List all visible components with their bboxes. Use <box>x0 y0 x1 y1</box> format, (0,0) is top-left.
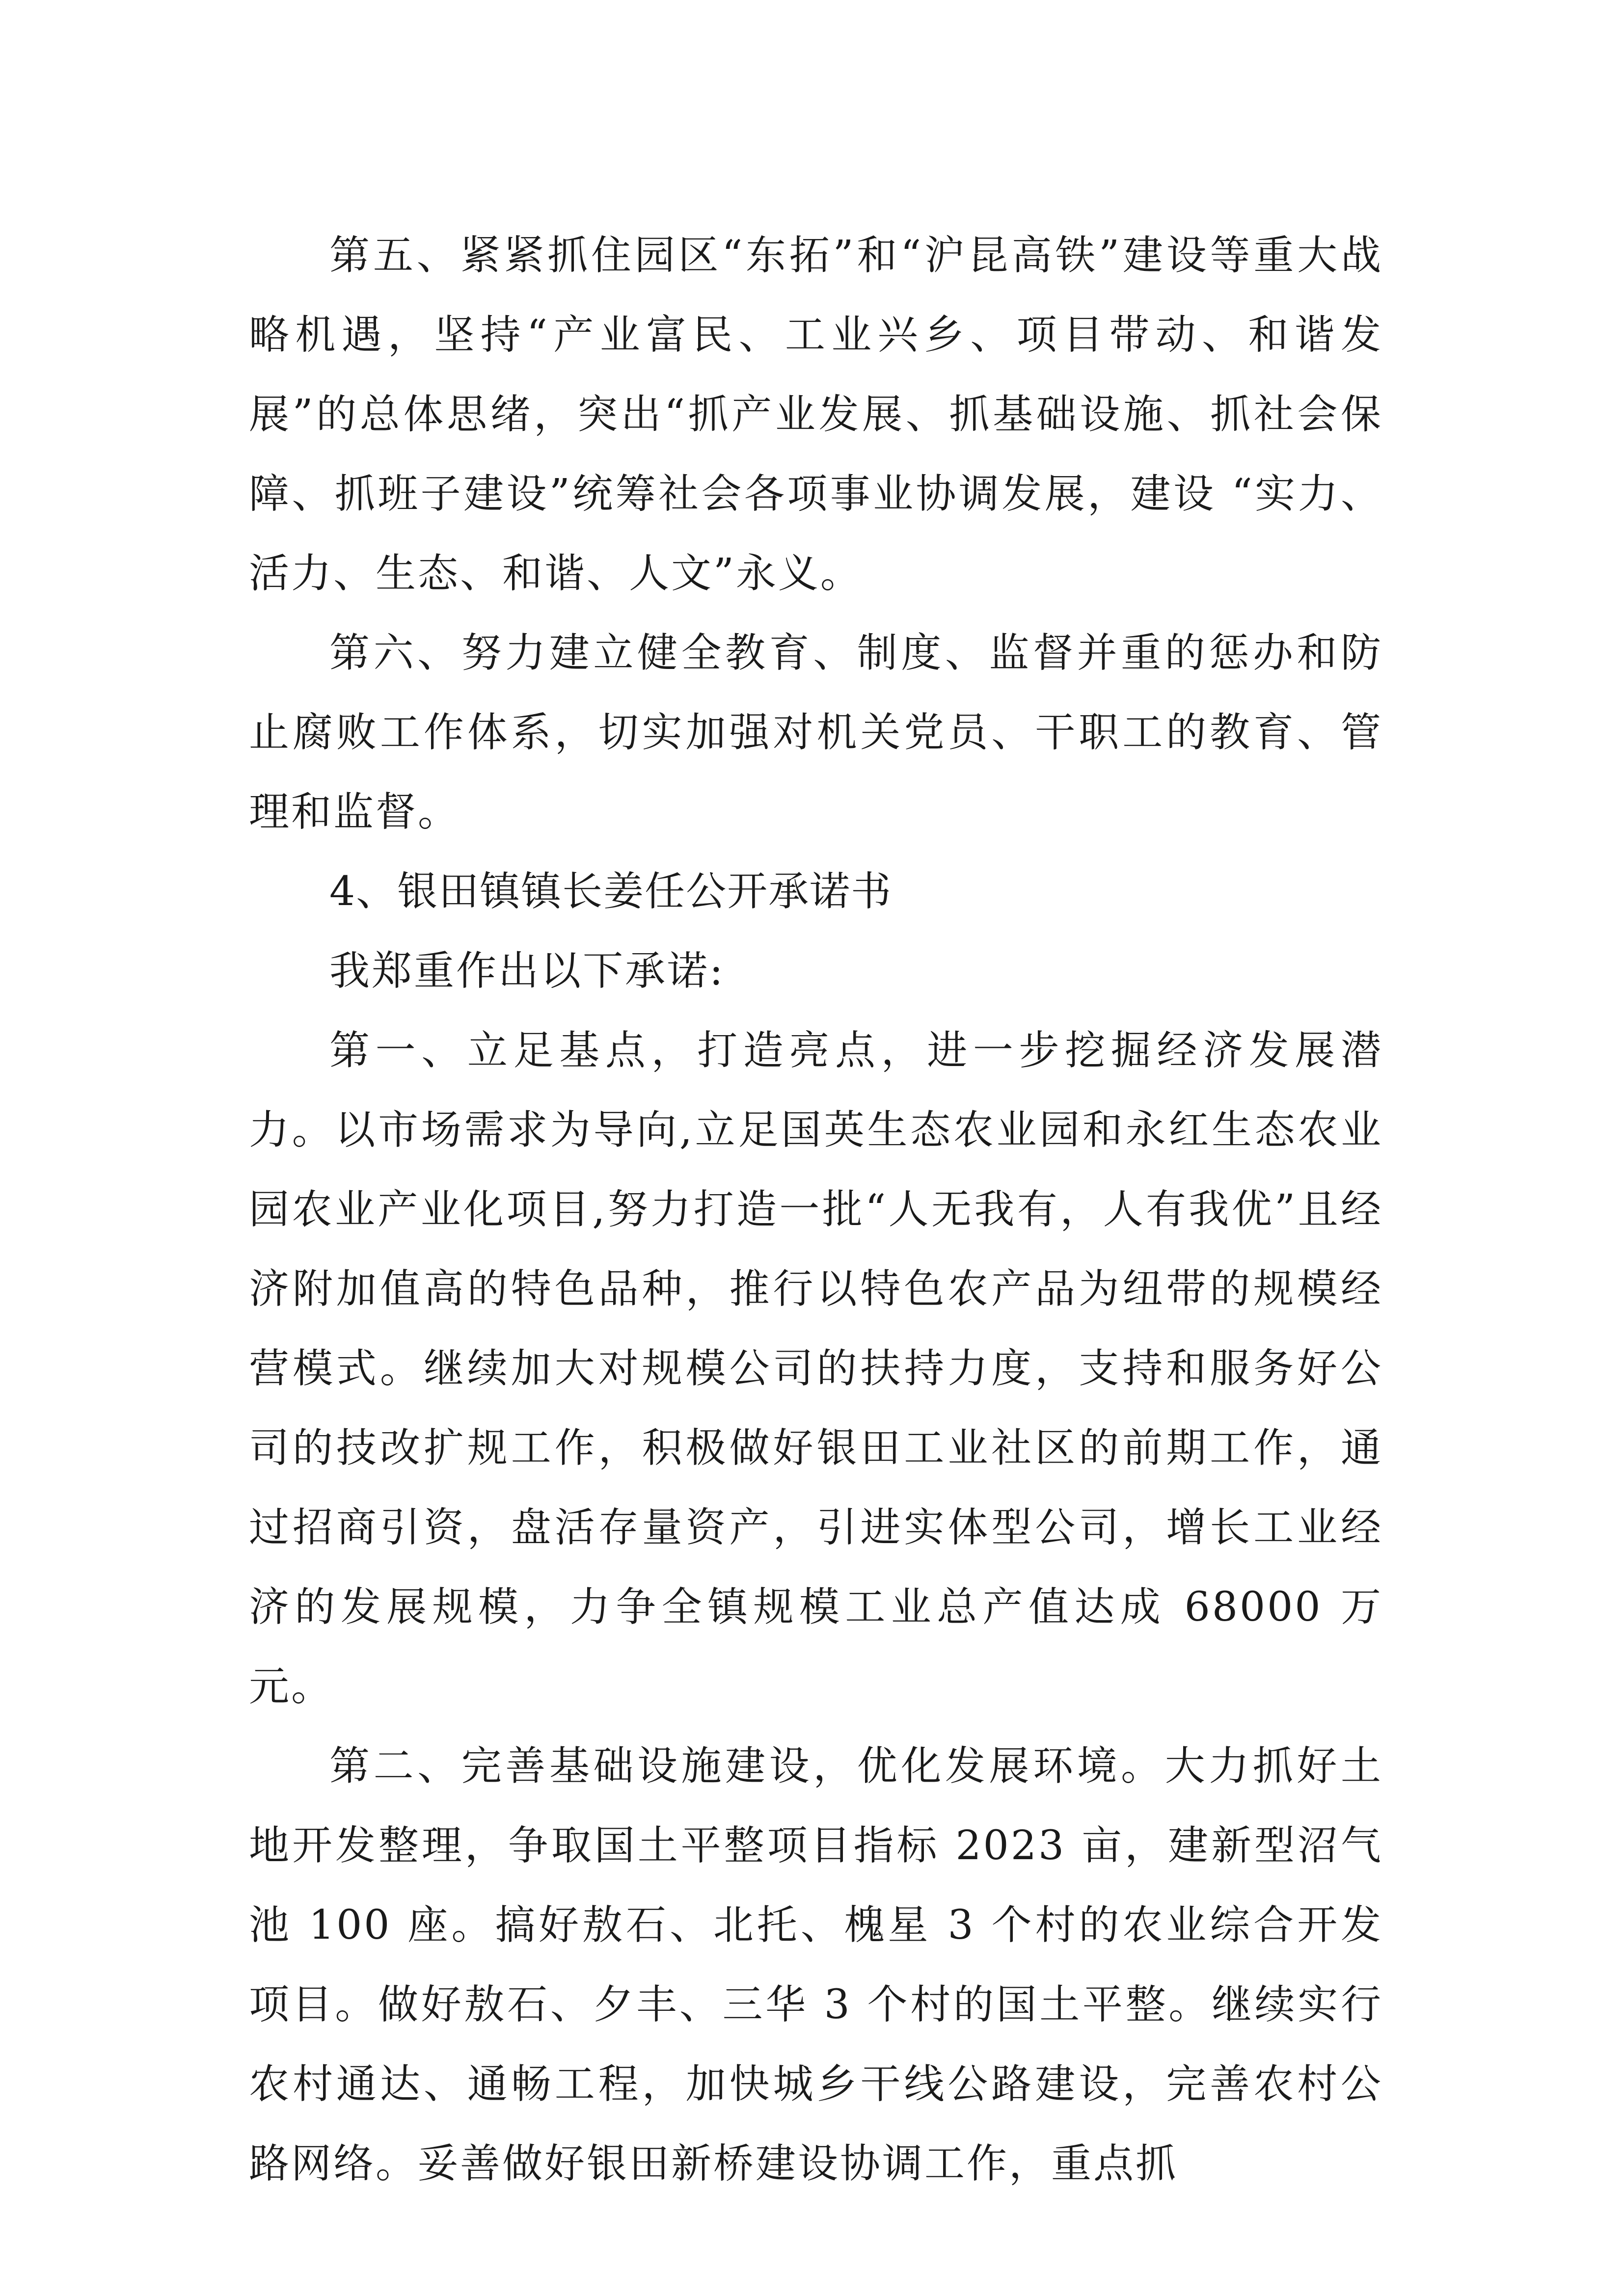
section-heading: 4、银田镇镇长姜任公开承诺书 <box>329 868 893 915</box>
paragraph-sixth-commitment: 第六、努力建立健全教育、制度、监督并重的惩办和防止腐败工作体系，切实加强对机关党员、干职工的教育、管理和监督。 <box>249 630 1383 835</box>
paragraph-pledge-intro: 我郑重作出以下承诺: <box>329 948 725 994</box>
paragraph-first-commitment: 第一、立足基点，打造亮点，进一步挖掘经济发展潜力。以市场需求为导向,立足国英生态农业园和永红生态农业园农业产业化项目,努力打造一批“人无我有，人有我优”且经济附加值高的特色品种，推行以特色农产品为纽带的规模经营模式。继续加大对规模公司的扶持力度，支持和服务好公司的技改扩规工作，积极做好银田工业社区的前期工作，通过招商引资，盘活存量资产，引进实体型公司，增长工业经济的发展规模，力争全镇规模工业总产值达成 68000 万元。 <box>249 1027 1383 1710</box>
document-body <box>249 216 1383 2204</box>
paragraph-fifth-commitment: 第五、紧紧抓住园区“东拓”和“沪昆高铁”建设等重大战略机遇，坚持“产业富民、工业兴乡、项目带动、和谐发展”的总体思绪，突出“抓产业发展、抓基础设施、抓社会保障、抓班子建设”统筹社会各项事业协调发展，建设 “实力、活力、生态、和谐、人文”永义。 <box>249 232 1383 597</box>
paragraph-second-commitment: 第二、完善基础设施建设，优化发展环境。大力抓好土地开发整理，争取国土平整项目指标 2023 亩，建新型沼气池 100 座。搞好敖石、北托、槐星 3 个村的农业综合开发项目。做好敖石、夕丰、三华 3 个村的国土平整。继续实行农村通达、通畅工程，加快城乡干线公路建设，完善农村公路网络。妥善做好银田新桥建设协调工作，重点抓 <box>249 1743 1383 2187</box>
